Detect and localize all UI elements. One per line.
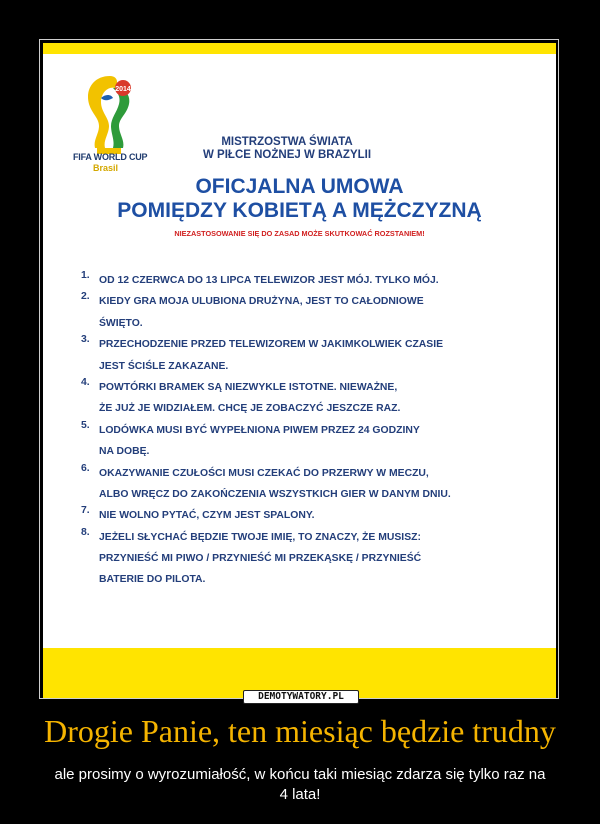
top-yellow-band [43, 43, 556, 54]
rule-line: NIE WOLNO PYTAĆ, CZYM JEST SPALONY. [99, 510, 315, 522]
main-title-line1: OFICJALNA UMOWA [195, 175, 404, 198]
series-title-line1: MISTRZOSTWA ŚWIATA [221, 136, 353, 148]
logo-caption-brasil: Brasil [93, 163, 119, 173]
warning-text: NIEZASTOSOWANIE SIĘ DO ZASAD MOŻE SKUTKOWAĆ ROZSTANIEM! [174, 229, 425, 238]
caption-title: Drogie Panie, ten miesiąc będzie trudny [44, 713, 556, 749]
rule-line: JEŻELI SŁYCHAĆ BĘDZIE TWOJE IMIĘ, TO ZNACZY, ŻE MUSISZ: [99, 531, 421, 543]
caption-subtitle: ale prosimy o wyrozumiałość, w końcu taki miesiąc zdarza się tylko raz na 4 lata! [54, 766, 546, 803]
rule-line: PRZECHODZENIE PRZED TELEWIZOREM W JAKIMKOLWIEK CZASIE [99, 339, 444, 351]
rule-line: PRZYNIEŚĆ MI PIWO / PRZYNIEŚĆ MI PRZEKĄSKĘ / PRZYNIEŚĆ [99, 553, 422, 565]
series-title [203, 136, 371, 162]
rule-item [81, 377, 531, 420]
rule-line: LODÓWKA MUSI BYĆ WYPEŁNIONA PIWEM PRZEZ 24 GODZINY [99, 424, 420, 436]
rule-line: POWTÓRKI BRAMEK SĄ NIEZWYKLE ISTOTNE. NIEWAŻNE, [99, 381, 398, 393]
rule-number: 3. [81, 334, 90, 346]
rule-line: NA DOBĘ. [99, 446, 150, 458]
rule-line: OKAZYWANIE CZUŁOŚCI MUSI CZEKAĆ DO PRZERWY W MECZU, [99, 467, 429, 479]
rule-number: 4. [81, 376, 90, 388]
rule-item [81, 505, 531, 526]
rule-item [81, 270, 531, 291]
watermark-badge[interactable]: DEMOTYWATORY.PL [243, 690, 359, 704]
rule-line: ALBO WRĘCZ DO ZAKOŃCZENIA WSZYSTKICH GIER W DANYM DNIU. [99, 488, 451, 500]
rule-line: BATERIE DO PILOTA. [99, 574, 206, 586]
logo-caption-fifa: FIFA WORLD CUP [73, 152, 148, 162]
rule-item [81, 334, 531, 377]
rule-item [81, 527, 531, 591]
series-title-line2: W PIŁCE NOŻNEJ W BRAZYLII [203, 149, 372, 161]
rule-number: 5. [81, 419, 90, 431]
rule-number: 1. [81, 270, 90, 281]
rule-line: JEST ŚCIŚLE ZAKAZANE. [99, 360, 229, 372]
rule-item [81, 420, 531, 463]
main-title [43, 175, 556, 223]
rule-line: OD 12 CZERWCA DO 13 LIPCA TELEWIZOR JEST MÓJ. TYLKO MÓJ. [99, 275, 439, 286]
logo-year: 2014 [115, 86, 131, 93]
poster-image [43, 43, 556, 698]
rule-line: KIEDY GRA MOJA ULUBIONA DRUŻYNA, JEST TO CAŁODNIOWE [99, 296, 424, 308]
rule-item [81, 291, 531, 334]
rule-line: ŚWIĘTO. [99, 317, 143, 329]
rule-number: 6. [81, 462, 90, 474]
rule-line: ŻE JUŻ JE WIDZIAŁEM. CHCĘ JE ZOBACZYĆ JESZCZE RAZ. [99, 403, 401, 415]
main-title-line2: POMIĘDZY KOBIETĄ A MĘŻCZYZNĄ [117, 199, 482, 222]
rule-number: 8. [81, 526, 90, 538]
rule-item [81, 463, 531, 506]
rule-number: 7. [81, 505, 90, 517]
rules-list [81, 270, 531, 591]
rule-number: 2. [81, 291, 90, 303]
